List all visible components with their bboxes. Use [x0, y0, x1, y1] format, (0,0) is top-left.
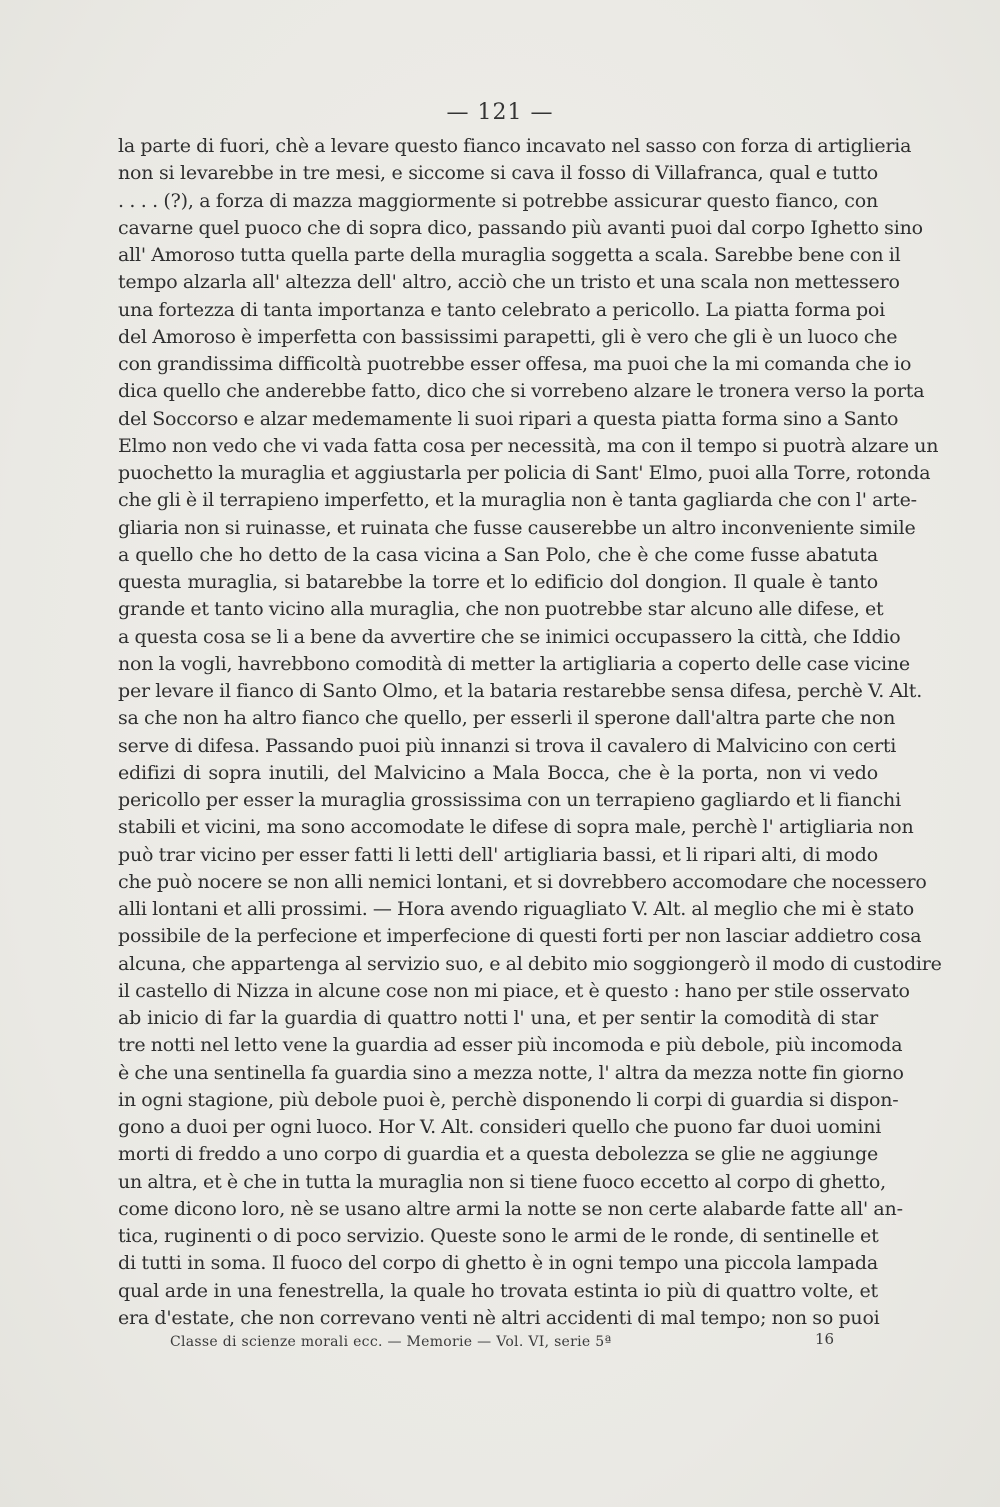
text-line: questa muraglia, si batarebbe la torre et lo edificio dol dongion. Il quale è tanto	[118, 571, 878, 593]
text-line: all' Amoroso tutta quella parte della muraglia soggetta a scala. Sarebbe bene con il	[118, 244, 901, 266]
text-line: serve di difesa. Passando puoi più innanzi si trova il cavalero di Malvicino con certi	[118, 734, 897, 757]
text-line: puochetto la muraglia et aggiustarla per policia di Sant' Elmo, puoi alla Torre, rotonda	[118, 462, 931, 484]
text-line: con grandissima difficoltà puotrebbe esser offesa, ma puoi che la mi comanda che io	[118, 353, 912, 375]
text-line: può trar vicino per esser fatti li letti dell' artigliaria bassi, et li ripari alti, di modo	[118, 843, 878, 866]
text-line: edifizi di sopra inutili, del Malvicino a Mala Bocca, che è la porta, non vi vedo	[118, 761, 878, 784]
text-line: ab inicio di far la guardia di quattro notti l' una, et per sentir la comodità di star	[118, 1007, 878, 1029]
text-line: alcuna, che appartenga al servizio suo, e al debito mio soggiongerò il modo di custodire	[118, 952, 942, 975]
text-line: non la vogli, havrebbono comodità di metter la artigliaria a coperto delle case vicine	[118, 652, 910, 675]
text-line: gliaria non si ruinasse, et ruinata che fusse causerebbe un altro inconveniente simile	[118, 516, 916, 539]
text-line: che può nocere se non alli nemici lontani, et si dovrebbero accomodare che nocessero	[118, 870, 927, 893]
text-line: stabili et vicini, ma sono accomodate le difese di sopra male, perchè l' artigliaria non	[118, 816, 914, 839]
text-line: tempo alzarla all' altezza dell' altro, acciò che un tristo et una scala non mettessero	[118, 271, 900, 294]
text-line: grande et tanto vicino alla muraglia, che non puotrebbe star alcuno alle difese, et	[118, 598, 884, 621]
signature-mark: 16	[815, 1330, 835, 1348]
text-line: il castello di Nizza in alcune cose non mi piace, et è questo : hano per stile osservato	[118, 979, 910, 1002]
text-line: del Amoroso è imperfetta con bassissimi parapetti, gli è vero che gli è un luoco che	[118, 325, 898, 348]
text-line: a quello che ho detto de la casa vicina a San Polo, che è che come fusse abatuta	[118, 543, 878, 566]
text-line: per levare il fianco di Santo Olmo, et la bataria restarebbe sensa difesa, perchè V. Alt.	[118, 680, 923, 702]
text-line: come dicono loro, nè se usano altre armi la notte se non certe alabarde fatte all' an-	[118, 1197, 903, 1220]
text-line: del Soccorso e alzar medemamente li suoi ripari a questa piatta forma sino a Santo	[118, 407, 899, 430]
text-line: Elmo non vedo che vi vada fatta cosa per necessità, ma con il tempo si puotrà alzare un	[118, 434, 939, 457]
text-line: la parte di fuori, chè a levare questo fianco incavato nel sasso con forza di artiglieria	[118, 135, 912, 157]
text-line: in ogni stagione, più debole puoi è, perchè disponendo li corpi di guardia si dispon-	[118, 1088, 899, 1111]
text-line: dica quello che anderebbe fatto, dico che si vorrebeno alzare le tronera verso la porta	[118, 380, 925, 403]
text-line: di tutti in soma. Il fuoco del corpo di ghetto è in ogni tempo una piccola lampada	[118, 1252, 878, 1275]
text-line: che gli è il terrapieno imperfetto, et la muraglia non è tanta gagliarda che con l' arte-	[118, 489, 917, 512]
text-line: gono a duoi per ogni luoco. Hor V. Alt. consideri quello che puono far duoi uomini	[118, 1116, 882, 1138]
body-text	[118, 133, 942, 1332]
text-line: pericollo per esser la muraglia grossissima con un terrapieno gagliardo et li fianchi	[118, 789, 901, 811]
text-line: tica, ruginenti o di poco servizio. Queste sono le armi de le ronde, di sentinelle et	[118, 1225, 879, 1247]
page-number: — 121 —	[446, 100, 554, 125]
text-line: qual arde in una fenestrella, la quale ho trovata estinta io più di quattro volte, et	[118, 1279, 878, 1302]
text-line: possibile de la perfecione et imperfecione di questi forti per non lasciar addietro cosa	[118, 925, 922, 948]
text-line: alli lontani et alli prossimi. — Hora avendo riguagliato V. Alt. al meglio che mi è stato	[118, 898, 914, 920]
text-line: cavarne quel puoco che di sopra dico, passando più avanti puoi dal corpo Ighetto sino	[118, 216, 923, 239]
text-line: tre notti nel letto vene la guardia ad esser più incomoda e più debole, più incomoda	[118, 1034, 903, 1057]
text-line: è che una sentinella fa guardia sino a mezza notte, l' altra da mezza notte fin giorno	[118, 1061, 904, 1084]
text-line: una fortezza di tanta importanza e tanto celebrato a pericollo. La piatta forma poi	[118, 298, 886, 321]
text-line: non si levarebbe in tre mesi, e siccome si cava il fosso di Villafranca, qual e tutto	[118, 162, 878, 185]
text-line: . . . . (?), a forza di mazza maggiormente si potrebbe assicurar questo fianco, con	[118, 189, 878, 212]
text-line: a questa cosa se li a bene da avvertire che se inimici occupassero la città, che Iddio	[118, 625, 901, 648]
text-line: sa che non ha altro fianco che quello, per esserli il sperone dall'altra parte che non	[118, 707, 896, 730]
text-line: era d'estate, che non correvano venti nè altri accidenti di mal tempo; non so puoi	[118, 1306, 880, 1329]
text-line: un altra, et è che in tutta la muraglia non si tiene fuoco eccetto al corpo di ghetto,	[118, 1170, 886, 1193]
footer-citation: Classe di scienze morali ecc. — Memorie — Vol. VI, serie 5ª	[170, 1334, 612, 1350]
text-line: morti di freddo a uno corpo di guardia et a questa debolezza se glie ne aggiunge	[118, 1143, 878, 1166]
